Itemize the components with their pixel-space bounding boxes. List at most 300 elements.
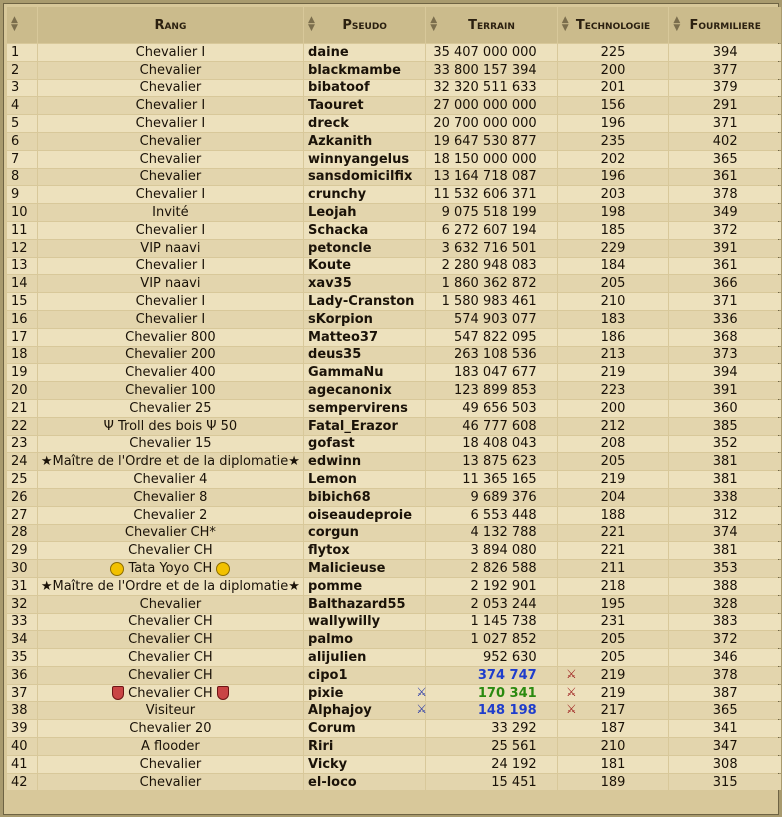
table-row <box>7 115 781 132</box>
terrain-cell <box>426 169 556 186</box>
pseudo-link[interactable]: GammaNu <box>304 364 425 381</box>
pseudo-link[interactable]: Azkanith <box>304 133 425 150</box>
pseudo-link[interactable]: edwinn <box>304 453 425 470</box>
terrain-cell <box>426 507 556 524</box>
table-row <box>7 471 781 488</box>
terrain-value: 4 132 788 <box>470 525 537 541</box>
table-row <box>7 489 781 506</box>
pseudo-link[interactable]: Koute <box>304 258 425 275</box>
rang-text: Chevalier I <box>135 258 206 274</box>
technologie-value: 202 <box>558 151 669 168</box>
rang-cell <box>38 667 303 684</box>
table-row <box>7 222 781 239</box>
rang-text: Chevalier <box>139 62 202 78</box>
terrain-value: 374 747 <box>477 667 537 683</box>
terrain-cell <box>426 738 556 755</box>
fourmiliere-value: 388 <box>669 578 781 595</box>
technologie-value: 211 <box>558 560 669 577</box>
terrain-cell <box>426 649 556 666</box>
terrain-value: 11 365 165 <box>462 472 537 488</box>
rang-cell <box>38 204 303 221</box>
rang-text: Chevalier <box>139 169 202 185</box>
rank-number: 14 <box>7 275 37 292</box>
technologie-value: 181 <box>558 756 669 773</box>
fourmiliere-value: 338 <box>669 489 781 506</box>
terrain-cell <box>426 774 556 791</box>
table-row <box>7 614 781 631</box>
pseudo-link[interactable]: winnyangelus <box>304 151 425 168</box>
pseudo-link[interactable]: Balthazard55 <box>304 596 425 613</box>
rang-cell <box>38 62 303 79</box>
terrain-value: 33 292 <box>491 721 537 737</box>
rank-number: 25 <box>7 471 37 488</box>
terrain-cell <box>426 115 556 132</box>
terrain-cell <box>426 418 556 435</box>
table-row <box>7 667 781 684</box>
terrain-cell <box>426 596 556 613</box>
rang-cell <box>38 400 303 417</box>
fourmiliere-value: 312 <box>669 507 781 524</box>
technologie-value: 208 <box>558 436 669 453</box>
table-row <box>7 240 781 257</box>
rank-number: 37 <box>7 685 37 702</box>
terrain-cell <box>416 702 577 719</box>
fourmiliere-value: 361 <box>669 169 781 186</box>
terrain-value: 33 800 157 394 <box>433 62 537 78</box>
pseudo-link[interactable]: cipo1 <box>304 667 425 684</box>
rank-number: 9 <box>7 186 37 203</box>
terrain-value: 183 047 677 <box>453 365 537 381</box>
rang-cell <box>38 738 303 755</box>
rank-number: 22 <box>7 418 37 435</box>
pseudo-link[interactable]: sansdomicilfix <box>304 169 425 186</box>
terrain-value: 952 630 <box>482 649 537 665</box>
header-fourmiliere[interactable] <box>669 7 781 43</box>
rank-number: 27 <box>7 507 37 524</box>
terrain-value: 547 822 095 <box>453 329 537 345</box>
pseudo-link[interactable]: deus35 <box>304 347 425 364</box>
fourmiliere-value: 378 <box>669 186 781 203</box>
rank-number: 33 <box>7 614 37 631</box>
fourmiliere-value: 291 <box>669 97 781 114</box>
rank-number: 13 <box>7 258 37 275</box>
pseudo-link[interactable]: palmo <box>304 631 425 648</box>
crossed-swords-icon[interactable]: ⚔ <box>416 684 428 699</box>
pseudo-link[interactable]: Riri <box>304 738 425 755</box>
rang-text: Chevalier <box>139 756 202 772</box>
fourmiliere-value: 336 <box>669 311 781 328</box>
pseudo-link[interactable]: sKorpion <box>304 311 425 328</box>
rang-cell <box>38 720 303 737</box>
sort-arrows-icon[interactable]: ▲ ▼ <box>561 15 569 33</box>
pseudo-link[interactable]: pixie <box>304 685 425 702</box>
rank-number: 7 <box>7 151 37 168</box>
header-fourmiliere-label: Fourmiliere <box>689 17 761 33</box>
terrain-value: 1 860 362 872 <box>441 276 537 292</box>
fourmiliere-value: 381 <box>669 471 781 488</box>
terrain-value: 1 145 738 <box>470 614 537 630</box>
terrain-value: 574 903 077 <box>453 311 537 327</box>
terrain-cell <box>426 258 556 275</box>
rang-cell <box>38 382 303 399</box>
terrain-cell <box>426 329 556 346</box>
fourmiliere-value: 368 <box>669 329 781 346</box>
rang-text: VIP naavi <box>140 240 201 256</box>
fourmiliere-value: 365 <box>669 702 781 719</box>
terrain-value: 2 053 244 <box>470 596 537 612</box>
fourmiliere-value: 379 <box>669 80 781 97</box>
pseudo-link[interactable]: Matteo37 <box>304 329 425 346</box>
fourmiliere-value: 387 <box>669 685 781 702</box>
rank-number: 1 <box>7 44 37 61</box>
technologie-value: 212 <box>558 418 669 435</box>
terrain-value: 19 647 530 877 <box>433 133 537 149</box>
sort-arrows-icon[interactable]: ▲ ▼ <box>673 15 681 33</box>
ranking-panel <box>3 3 779 815</box>
rank-number: 39 <box>7 720 37 737</box>
rang-text: VIP naavi <box>140 276 201 292</box>
rang-text: Chevalier I <box>135 187 206 203</box>
header-pseudo[interactable] <box>304 7 425 43</box>
rang-text: Chevalier I <box>135 44 206 60</box>
rank-number: 18 <box>7 347 37 364</box>
rang-text: Chevalier <box>139 596 202 612</box>
pseudo-link[interactable]: Malicieuse <box>304 560 425 577</box>
pseudo-link[interactable]: xav35 <box>304 275 425 292</box>
table-row <box>7 631 781 648</box>
pseudo-link[interactable]: petoncle <box>304 240 425 257</box>
rank-number: 30 <box>7 560 37 577</box>
terrain-cell <box>426 275 556 292</box>
rank-number: 42 <box>7 774 37 791</box>
terrain-cell <box>426 631 556 648</box>
rang-cell <box>38 418 303 435</box>
rang-cell <box>38 258 303 275</box>
table-row <box>7 275 781 292</box>
terrain-value: 18 150 000 000 <box>433 151 537 167</box>
rank-number: 40 <box>7 738 37 755</box>
terrain-value: 9 689 376 <box>470 489 537 505</box>
rank-number: 28 <box>7 525 37 542</box>
rang-text: Chevalier CH <box>128 649 213 665</box>
table-row <box>7 702 781 719</box>
pseudo-link[interactable]: Taouret <box>304 97 425 114</box>
terrain-value: 25 561 <box>491 738 537 754</box>
fourmiliere-value: 366 <box>669 275 781 292</box>
rang-text: Chevalier CH <box>128 685 213 701</box>
fourmiliere-value: 308 <box>669 756 781 773</box>
rang-text: Chevalier 25 <box>129 400 212 416</box>
table-row <box>7 364 781 381</box>
crossed-swords-icon[interactable]: ⚔ <box>565 666 577 681</box>
pseudo-link[interactable]: wallywilly <box>304 614 425 631</box>
terrain-value: 6 553 448 <box>470 507 537 523</box>
rang-text: Chevalier <box>139 151 202 167</box>
terrain-value: 18 408 043 <box>462 436 537 452</box>
rang-cell <box>38 525 303 542</box>
terrain-cell <box>426 471 556 488</box>
pseudo-link[interactable]: Vicky <box>304 756 425 773</box>
technologie-value: 229 <box>558 240 669 257</box>
header-pseudo-label: Pseudo <box>342 17 387 33</box>
pseudo-link[interactable]: Lemon <box>304 471 425 488</box>
rang-cell <box>38 702 303 719</box>
rang-text: Chevalier I <box>135 222 206 238</box>
rang-text: Tata Yoyo CH <box>128 561 213 576</box>
pseudo-link[interactable]: alijulien <box>304 649 425 666</box>
terrain-cell <box>426 133 556 150</box>
pseudo-link[interactable]: oiseaudeproie <box>304 507 425 524</box>
rang-cell <box>38 44 303 61</box>
pseudo-link[interactable]: daine <box>304 44 425 61</box>
rang-text: Chevalier I <box>135 294 206 310</box>
terrain-cell <box>426 400 556 417</box>
terrain-cell <box>426 44 556 61</box>
terrain-cell <box>426 97 556 114</box>
terrain-cell <box>426 489 556 506</box>
table-row <box>7 44 781 61</box>
fourmiliere-value: 341 <box>669 720 781 737</box>
rang-cell <box>38 329 303 346</box>
table-row <box>7 347 781 364</box>
technologie-value: 189 <box>558 774 669 791</box>
rank-number: 17 <box>7 329 37 346</box>
fourmiliere-value: 373 <box>669 347 781 364</box>
terrain-cell <box>426 293 556 310</box>
rank-number: 8 <box>7 169 37 186</box>
table-row <box>7 649 781 666</box>
table-row <box>7 329 781 346</box>
header-terrain-label: Terrain <box>468 17 515 33</box>
terrain-value: 15 451 <box>491 774 537 790</box>
pseudo-link[interactable]: Fatal_Erazor <box>304 418 425 435</box>
pseudo-link[interactable]: el-loco <box>304 774 425 791</box>
crossed-swords-icon[interactable]: ⚔ <box>565 702 577 717</box>
rang-cell <box>38 578 303 595</box>
header-rang-label: Rang <box>154 17 187 33</box>
header-row <box>7 7 781 43</box>
table-row <box>7 525 781 542</box>
technologie-value: 196 <box>558 115 669 132</box>
technologie-value: 219 <box>558 364 669 381</box>
pseudo-link[interactable]: Schacka <box>304 222 425 239</box>
technologie-value: 218 <box>558 578 669 595</box>
table-row <box>7 720 781 737</box>
technologie-value: 221 <box>558 525 669 542</box>
technologie-value: 205 <box>558 453 669 470</box>
rang-cell <box>38 685 303 702</box>
table-row <box>7 80 781 97</box>
pseudo-link[interactable]: bibatoof <box>304 80 425 97</box>
terrain-value: 46 777 608 <box>462 418 537 434</box>
pseudo-link[interactable]: Leojah <box>304 204 425 221</box>
fourmiliere-value: 365 <box>669 151 781 168</box>
rang-text: Chevalier CH <box>128 632 213 648</box>
rang-cell <box>38 80 303 97</box>
table-row <box>7 507 781 524</box>
header-num[interactable] <box>7 7 37 43</box>
pseudo-link[interactable]: blackmambe <box>304 62 425 79</box>
rang-text: Chevalier I <box>135 311 206 327</box>
rank-number: 26 <box>7 489 37 506</box>
fourmiliere-value: 381 <box>669 453 781 470</box>
technologie-value: 210 <box>558 293 669 310</box>
terrain-cell <box>426 151 556 168</box>
table-row <box>7 400 781 417</box>
rang-text: Chevalier CH <box>128 614 213 630</box>
rank-number: 34 <box>7 631 37 648</box>
rang-text: Chevalier 400 <box>125 365 216 381</box>
pseudo-link[interactable]: Corum <box>304 720 425 737</box>
terrain-cell <box>426 560 556 577</box>
terrain-value: 170 341 <box>477 685 537 701</box>
terrain-cell <box>426 186 556 203</box>
pseudo-link[interactable]: sempervirens <box>304 400 425 417</box>
rank-number: 35 <box>7 649 37 666</box>
rang-cell <box>38 453 303 470</box>
rank-number: 41 <box>7 756 37 773</box>
terrain-value: 24 192 <box>491 756 537 772</box>
fourmiliere-value: 374 <box>669 525 781 542</box>
rang-text: Chevalier 2 <box>133 507 208 523</box>
smile-icon <box>216 562 230 576</box>
rank-number: 2 <box>7 62 37 79</box>
sort-arrows-icon[interactable]: ▲ ▼ <box>308 15 315 33</box>
header-rang[interactable] <box>38 7 303 43</box>
rank-number: 20 <box>7 382 37 399</box>
header-terrain[interactable] <box>426 7 556 43</box>
rank-number: 21 <box>7 400 37 417</box>
pseudo-link[interactable]: bibich68 <box>304 489 425 506</box>
fourmiliere-value: 394 <box>669 44 781 61</box>
sort-arrows-icon[interactable]: ▲ ▼ <box>430 15 438 33</box>
table-row <box>7 756 781 773</box>
terrain-cell <box>426 756 556 773</box>
fourmiliere-value: 347 <box>669 738 781 755</box>
technologie-value: 200 <box>558 400 669 417</box>
table-row <box>7 418 781 435</box>
rang-cell <box>38 364 303 381</box>
terrain-value: 13 164 718 087 <box>433 169 537 185</box>
technologie-value: 221 <box>558 542 669 559</box>
sort-arrows-icon[interactable]: ▲ ▼ <box>11 15 18 33</box>
crossed-swords-icon[interactable]: ⚔ <box>416 702 428 717</box>
pseudo-link[interactable]: flytox <box>304 542 425 559</box>
rang-cell <box>38 133 303 150</box>
rang-cell <box>38 275 303 292</box>
rang-cell <box>38 560 303 577</box>
rang-text: Chevalier I <box>135 98 206 114</box>
shield-icon <box>112 686 124 700</box>
rang-cell <box>38 471 303 488</box>
table-row <box>7 578 781 595</box>
table-row <box>7 542 781 559</box>
rang-cell <box>38 631 303 648</box>
terrain-value: 49 656 503 <box>462 400 537 416</box>
fourmiliere-value: 371 <box>669 293 781 310</box>
technologie-value: 196 <box>558 169 669 186</box>
fourmiliere-value: 360 <box>669 400 781 417</box>
rang-cell <box>38 151 303 168</box>
rang-cell <box>38 222 303 239</box>
fourmiliere-value: 372 <box>669 631 781 648</box>
rang-text: Chevalier CH <box>128 543 213 559</box>
rang-cell <box>38 436 303 453</box>
smile-icon <box>110 562 124 576</box>
rang-text: Chevalier 4 <box>133 472 208 488</box>
terrain-value: 123 899 853 <box>453 383 537 399</box>
terrain-value: 148 198 <box>477 703 537 719</box>
fourmiliere-value: 315 <box>669 774 781 791</box>
pseudo-link[interactable]: pomme <box>304 578 425 595</box>
header-technologie-label: Technologie <box>575 17 651 33</box>
table-row <box>7 382 781 399</box>
terrain-value: 6 272 607 194 <box>441 222 537 238</box>
fourmiliere-value: 378 <box>669 667 781 684</box>
fourmiliere-value: 349 <box>669 204 781 221</box>
rank-number: 38 <box>7 702 37 719</box>
technologie-value: 201 <box>558 80 669 97</box>
pseudo-link[interactable]: agecanonix <box>304 382 425 399</box>
pseudo-link[interactable]: crunchy <box>304 186 425 203</box>
fourmiliere-value: 353 <box>669 560 781 577</box>
table-row <box>7 151 781 168</box>
terrain-value: 2 192 901 <box>470 578 537 594</box>
table-row <box>7 62 781 79</box>
rang-text: ★Maître de l'Ordre et de la diplomatie★ <box>40 454 300 470</box>
terrain-cell <box>426 720 556 737</box>
fourmiliere-value: 371 <box>669 115 781 132</box>
rang-cell <box>38 596 303 613</box>
rank-number: 31 <box>7 578 37 595</box>
fourmiliere-value: 391 <box>669 382 781 399</box>
crossed-swords-icon[interactable]: ⚔ <box>565 684 577 699</box>
table-row <box>7 774 781 791</box>
pseudo-link[interactable]: dreck <box>304 115 425 132</box>
technologie-value: 213 <box>558 347 669 364</box>
table-row <box>7 738 781 755</box>
terrain-cell <box>416 684 577 702</box>
terrain-cell <box>426 614 556 631</box>
header-technologie[interactable] <box>558 7 669 43</box>
table-row <box>7 311 781 328</box>
pseudo-link[interactable]: Lady-Cranston <box>304 293 425 310</box>
rank-number: 4 <box>7 97 37 114</box>
technologie-value: 205 <box>558 649 669 666</box>
terrain-cell <box>426 80 556 97</box>
pseudo-link[interactable]: Alphajoy <box>304 702 425 719</box>
table-row <box>7 685 781 702</box>
terrain-cell <box>426 542 556 559</box>
pseudo-link[interactable]: corgun <box>304 525 425 542</box>
table-row <box>7 97 781 114</box>
rang-cell <box>38 311 303 328</box>
rang-text: Chevalier CH <box>128 667 213 683</box>
table-row <box>7 453 781 470</box>
pseudo-link[interactable]: gofast <box>304 436 425 453</box>
terrain-cell <box>426 240 556 257</box>
rank-number: 36 <box>7 667 37 684</box>
terrain-cell <box>426 382 556 399</box>
rang-cell <box>38 774 303 791</box>
rank-number: 15 <box>7 293 37 310</box>
terrain-cell <box>426 364 556 381</box>
rang-text: Chevalier 800 <box>125 329 216 345</box>
technologie-value: 184 <box>558 258 669 275</box>
technologie-value: 205 <box>558 275 669 292</box>
rank-number: 32 <box>7 596 37 613</box>
fourmiliere-value: 352 <box>669 436 781 453</box>
